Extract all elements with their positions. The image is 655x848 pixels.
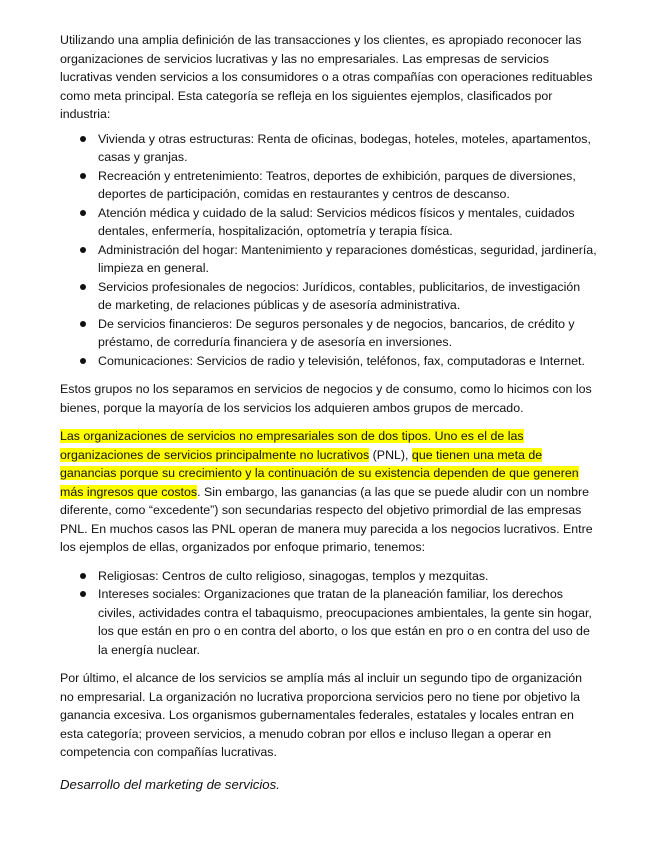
paragraph-text: (PNL), bbox=[369, 447, 412, 462]
paragraph-text: . Sin embargo, las ganancias (a las que se puede aludir con un nombre diferente, como “excedente”) son secundarias respecto del objetivo primordial de las empresas PNL. En muchos casos las PNL operan de manera muy parecida a los negocios lucrativos. Entre los ejemplos de ellas, organizados por enfoque primario, tenemos: bbox=[60, 484, 593, 554]
list-item: Administración del hogar: Mantenimiento y reparaciones domésticas, seguridad, jardinería, limpieza en general. bbox=[60, 241, 597, 278]
section-heading: Desarrollo del marketing de servicios. bbox=[60, 776, 280, 792]
list-item: Comunicaciones: Servicios de radio y televisión, teléfonos, fax, computadoras e Internet. bbox=[60, 352, 597, 371]
pnl-paragraph bbox=[60, 427, 597, 557]
groups-paragraph: Estos grupos no los separamos en servicios de negocios y de consumo, como lo hicimos con los bienes, porque la mayoría de los servicios los adquieren ambos grupos de mercado. bbox=[60, 382, 592, 415]
list-item: Vivienda y otras estructuras: Renta de oficinas, bodegas, hoteles, moteles, apartamentos, casas y granjas. bbox=[60, 130, 597, 167]
list-item: Recreación y entretenimiento: Teatros, deportes de exhibición, parques de diversiones, deportes de participación, comidas en restaurantes y centros de descanso. bbox=[60, 167, 597, 204]
highlighted-text: que tienen una meta de ganancias porque su crecimiento y la continuación de su existencia dependen de que generen más ingresos que costos bbox=[60, 447, 579, 499]
highlighted-text: Las organizaciones de servicios no empresariales son de dos tipos. Uno es el de las organizaciones de servicios principalmente no lucrativos bbox=[60, 429, 524, 462]
industry-examples-list bbox=[60, 130, 597, 371]
list-item: Atención médica y cuidado de la salud: Servicios médicos físicos y mentales, cuidados dentales, enfermería, hospitalización, optometría y terapia física. bbox=[60, 204, 597, 241]
pnl-examples-list bbox=[60, 567, 597, 660]
intro-paragraph: Utilizando una amplia definición de las transacciones y los clientes, es apropiado reconocer las organizaciones de servicios lucrativas y las no empresariales. Las empresas de servicios lucrativas venden servicios a los consumidores o a otras compañías con operaciones redituables como meta principal. Esta categoría se refleja en los siguientes ejemplos, clasificados por industria: bbox=[60, 33, 593, 121]
list-item: Intereses sociales: Organizaciones que tratan de la planeación familiar, los derechos civiles, actividades contra el tabaquismo, preocupaciones ambientales, la gente sin hogar, los que están en pro o en contra del aborto, o los que están en pro o en contra del uso de la energía nuclear. bbox=[60, 585, 597, 659]
list-item: De servicios financieros: De seguros personales y de negocios, bancarios, de crédito y préstamo, de correduría financiera y de asesoría en inversiones. bbox=[60, 315, 597, 352]
list-item: Religiosas: Centros de culto religioso, sinagogas, templos y mezquitas. bbox=[60, 567, 597, 586]
list-item: Servicios profesionales de negocios: Jurídicos, contables, publicitarios, de investigación de marketing, de relaciones públicas y de asesoría administrativa. bbox=[60, 278, 597, 315]
final-paragraph: Por último, el alcance de los servicios se amplía más al incluir un segundo tipo de organización no empresarial. La organización no lucrativa proporciona servicios pero no tiene por objetivo la ganancia excesiva. Los organismos gubernamentales federales, estatales y locales entran en esta categoría; proveen servicios, a menudo cobran por ellos e incluso llegan a operar en competencia con compañías lucrativas. bbox=[60, 671, 583, 759]
